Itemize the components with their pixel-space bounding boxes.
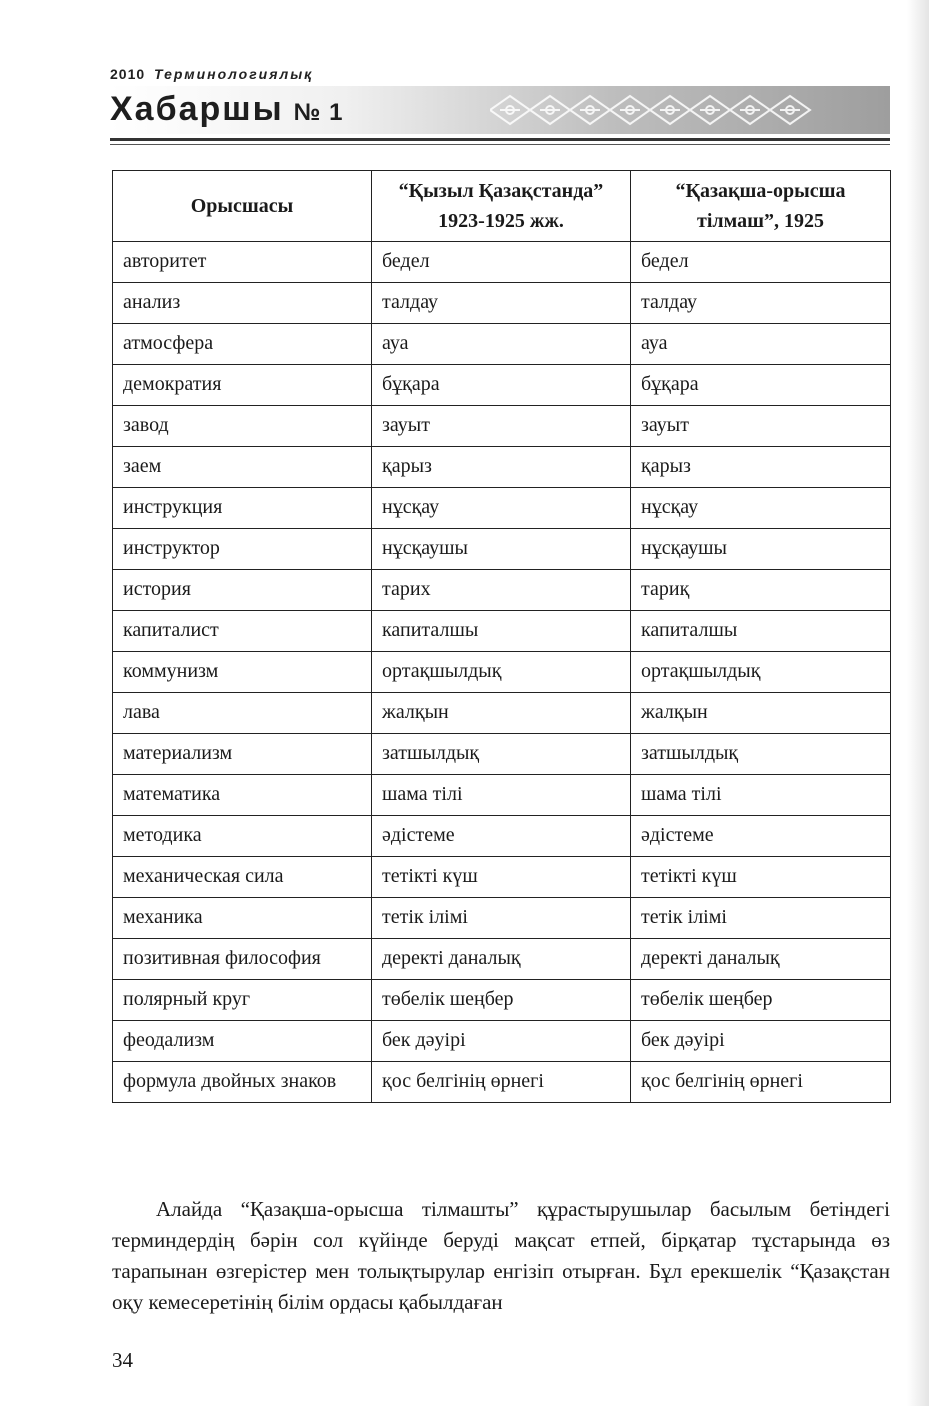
- header-row: [113, 171, 891, 242]
- cell-russian: коммунизм: [113, 652, 372, 693]
- cell-kyzyl-kazakhstan: зауыт: [372, 406, 631, 447]
- cell-russian: материализм: [113, 734, 372, 775]
- cell-tilmash: нұсқау: [631, 488, 891, 529]
- header-rule-thin: [110, 144, 890, 145]
- table-row: [113, 857, 891, 898]
- column-header-tilmash: [631, 171, 891, 242]
- table-row: [113, 1062, 891, 1103]
- cell-tilmash: бұқара: [631, 365, 891, 406]
- header-subtitle-text: Терминологиялық: [154, 66, 314, 82]
- cell-kyzyl-kazakhstan: талдау: [372, 283, 631, 324]
- column-header-kyzyl-kazakhstan: [372, 171, 631, 242]
- table-row: [113, 324, 891, 365]
- cell-russian: инструктор: [113, 529, 372, 570]
- cell-russian: формула двойных знаков: [113, 1062, 372, 1103]
- cell-russian: заем: [113, 447, 372, 488]
- cell-kyzyl-kazakhstan: нұсқау: [372, 488, 631, 529]
- cell-russian: завод: [113, 406, 372, 447]
- header-title-text: Хабаршы: [110, 90, 284, 128]
- cell-kyzyl-kazakhstan: қарыз: [372, 447, 631, 488]
- table-row: [113, 693, 891, 734]
- page-number: 34: [112, 1348, 133, 1372]
- table-row: [113, 939, 891, 980]
- header-title: [110, 90, 343, 129]
- cell-russian: анализ: [113, 283, 372, 324]
- body-paragraph: Алайда “Қазақша-орысша тілмашты” құрастырушылар басылым бетіндегі терминдердің бәрін сол күйінде беруді мақсат етпей, бірқатар тұстарында өз тарапынан өзгерістер мен толықтырулар енгізіп отырған. Бұл ерекшелік “Қазақстан оқу кемесеретінің білім ордасы қабылдаған: [112, 1197, 890, 1314]
- cell-tilmash: тетікті күш: [631, 857, 891, 898]
- cell-russian: инструкция: [113, 488, 372, 529]
- cell-russian: полярный круг: [113, 980, 372, 1021]
- cell-kyzyl-kazakhstan: ортақшылдық: [372, 652, 631, 693]
- page-edge-shadow: [907, 0, 929, 1406]
- cell-tilmash: нұсқаушы: [631, 529, 891, 570]
- cell-russian: авторитет: [113, 242, 372, 283]
- cell-russian: позитивная философия: [113, 939, 372, 980]
- cell-kyzyl-kazakhstan: капиталшы: [372, 611, 631, 652]
- table-row: [113, 283, 891, 324]
- journal-header: [110, 66, 890, 148]
- cell-tilmash: ауа: [631, 324, 891, 365]
- cell-kyzyl-kazakhstan: нұсқаушы: [372, 529, 631, 570]
- table-row: [113, 816, 891, 857]
- cell-tilmash: бек дәуірі: [631, 1021, 891, 1062]
- terms-table-body: [113, 242, 891, 1103]
- table-row: [113, 1021, 891, 1062]
- header-line: Орысшасы: [190, 195, 294, 217]
- header-year: 2010: [110, 66, 146, 82]
- cell-tilmash: қарыз: [631, 447, 891, 488]
- cell-russian: атмосфера: [113, 324, 372, 365]
- cell-kyzyl-kazakhstan: төбелік шеңбер: [372, 980, 631, 1021]
- table-row: [113, 570, 891, 611]
- cell-tilmash: деректі даналық: [631, 939, 891, 980]
- header-line: “Қазақша-орысша: [675, 180, 846, 202]
- cell-kyzyl-kazakhstan: затшылдық: [372, 734, 631, 775]
- cell-kyzyl-kazakhstan: ауа: [372, 324, 631, 365]
- header-line: 1923-1925 жж.: [438, 210, 564, 232]
- cell-tilmash: бедел: [631, 242, 891, 283]
- header-subtitle: [110, 66, 313, 82]
- cell-tilmash: ортақшылдық: [631, 652, 891, 693]
- cell-russian: механика: [113, 898, 372, 939]
- cell-tilmash: шама тілі: [631, 775, 891, 816]
- cell-russian: капиталист: [113, 611, 372, 652]
- table-row: [113, 406, 891, 447]
- cell-tilmash: жалқын: [631, 693, 891, 734]
- cell-russian: история: [113, 570, 372, 611]
- cell-tilmash: тариқ: [631, 570, 891, 611]
- cell-tilmash: тетік ілімі: [631, 898, 891, 939]
- header-line: тілмаш”, 1925: [697, 210, 824, 232]
- cell-tilmash: затшылдық: [631, 734, 891, 775]
- cell-kyzyl-kazakhstan: бек дәуірі: [372, 1021, 631, 1062]
- cell-russian: феодализм: [113, 1021, 372, 1062]
- cell-tilmash: зауыт: [631, 406, 891, 447]
- cell-kyzyl-kazakhstan: әдістеме: [372, 816, 631, 857]
- cell-russian: лава: [113, 693, 372, 734]
- cell-russian: механическая сила: [113, 857, 372, 898]
- table-row: [113, 980, 891, 1021]
- cell-kyzyl-kazakhstan: тарих: [372, 570, 631, 611]
- table-row: [113, 529, 891, 570]
- cell-kyzyl-kazakhstan: шама тілі: [372, 775, 631, 816]
- cell-tilmash: төбелік шеңбер: [631, 980, 891, 1021]
- table-row: [113, 447, 891, 488]
- table-row: [113, 488, 891, 529]
- cell-kyzyl-kazakhstan: тетік ілімі: [372, 898, 631, 939]
- table-row: [113, 611, 891, 652]
- header-line: “Қызыл Қазақстанда”: [398, 180, 604, 202]
- table-row: [113, 898, 891, 939]
- cell-kyzyl-kazakhstan: жалқын: [372, 693, 631, 734]
- cell-russian: математика: [113, 775, 372, 816]
- table-row: [113, 734, 891, 775]
- cell-kyzyl-kazakhstan: бұқара: [372, 365, 631, 406]
- table-row: [113, 242, 891, 283]
- cell-kyzyl-kazakhstan: тетікті күш: [372, 857, 631, 898]
- table-row: [113, 775, 891, 816]
- column-header-russian: [113, 171, 372, 242]
- terms-table: [112, 170, 891, 1103]
- header-issue: № 1: [293, 99, 344, 126]
- terms-table-header: [113, 171, 891, 242]
- cell-kyzyl-kazakhstan: қос белгінің өрнегі: [372, 1062, 631, 1103]
- cell-kyzyl-kazakhstan: бедел: [372, 242, 631, 283]
- header-rule: [110, 138, 890, 141]
- cell-tilmash: капиталшы: [631, 611, 891, 652]
- cell-tilmash: қос белгінің өрнегі: [631, 1062, 891, 1103]
- cell-russian: методика: [113, 816, 372, 857]
- ornament-pattern: [490, 92, 830, 128]
- header-bar: [110, 86, 890, 134]
- table-row: [113, 652, 891, 693]
- cell-kyzyl-kazakhstan: деректі даналық: [372, 939, 631, 980]
- table-row: [113, 365, 891, 406]
- cell-russian: демократия: [113, 365, 372, 406]
- cell-tilmash: әдістеме: [631, 816, 891, 857]
- cell-tilmash: талдау: [631, 283, 891, 324]
